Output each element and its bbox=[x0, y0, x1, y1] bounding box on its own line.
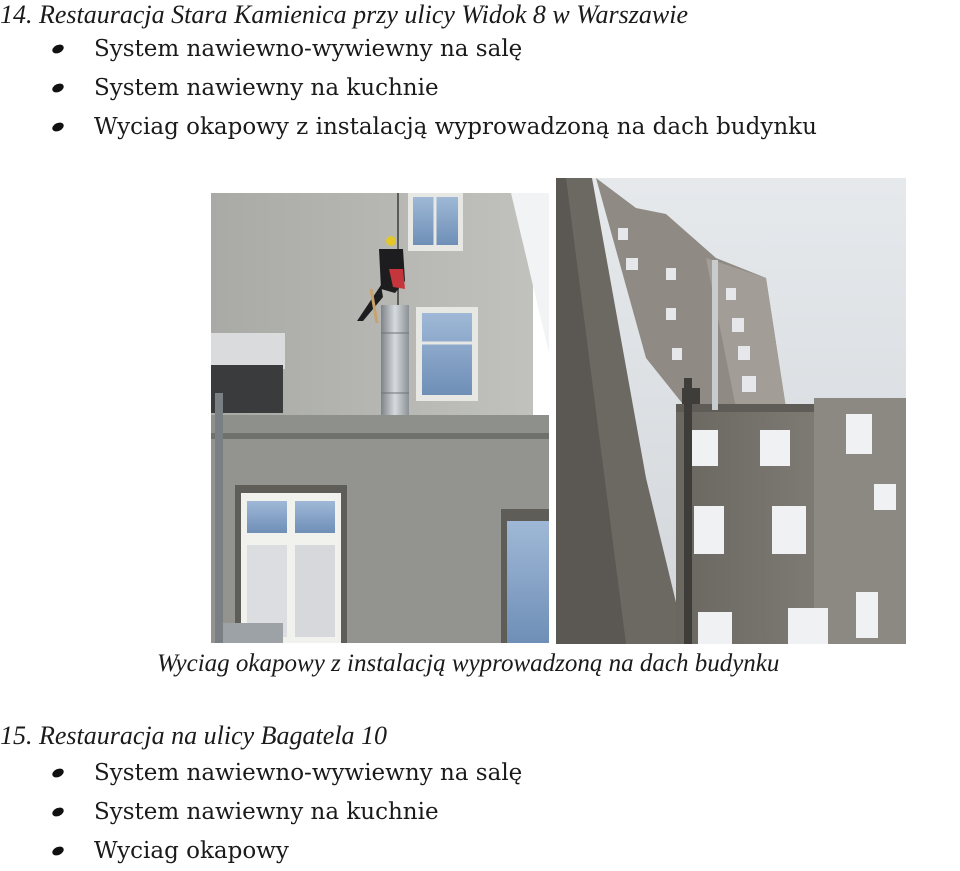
bullet-text: System nawiewno-wywiewny na salę bbox=[94, 760, 523, 786]
bullet-icon bbox=[51, 43, 65, 55]
bullet-text: System nawiewny na kuchnie bbox=[94, 799, 439, 825]
photo-building-courtyard bbox=[556, 178, 906, 644]
bullet-text: System nawiewno-wywiewny na salę bbox=[94, 36, 523, 62]
bullet-icon bbox=[51, 845, 65, 857]
bullet-icon bbox=[51, 767, 65, 779]
figure-caption: Wyciag okapowy z instalacją wyprowadzoną na dach budynku bbox=[157, 650, 780, 677]
list-item bbox=[0, 754, 522, 793]
list-item bbox=[0, 793, 522, 832]
bullet-text: Wyciag okapowy z instalacją wyprowadzoną na dach budynku bbox=[94, 114, 817, 140]
list-item bbox=[0, 69, 817, 108]
section-14-bullet-list bbox=[0, 30, 817, 147]
list-item bbox=[0, 832, 522, 871]
bullet-icon bbox=[51, 121, 65, 133]
list-item bbox=[0, 108, 817, 147]
bullet-text: System nawiewny na kuchnie bbox=[94, 75, 439, 101]
section-15-bullet-list bbox=[0, 754, 522, 871]
bullet-icon bbox=[51, 806, 65, 818]
section-14-heading: 14. Restauracja Stara Kamienica przy ulicy Widok 8 w Warszawie bbox=[0, 0, 688, 29]
bullet-icon bbox=[51, 82, 65, 94]
bullet-text: Wyciag okapowy bbox=[94, 838, 289, 864]
photo-duct-installation bbox=[211, 193, 549, 643]
section-15-heading: 15. Restauracja na ulicy Bagatela 10 bbox=[0, 721, 388, 750]
list-item bbox=[0, 30, 817, 69]
